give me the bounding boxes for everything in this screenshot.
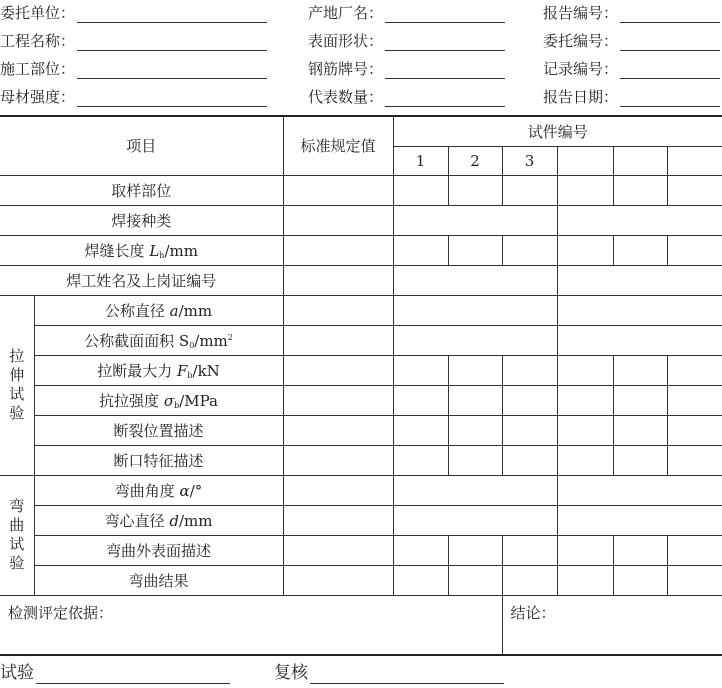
data-cell[interactable]: [448, 355, 502, 385]
bend-surface-label: 弯曲外表面描述: [34, 535, 283, 565]
bend-diameter-label: 弯心直径 d/mm: [34, 505, 283, 535]
data-cell[interactable]: [502, 535, 557, 565]
bend-angle-label: 弯曲角度 α/°: [34, 475, 283, 505]
tester-signature-field[interactable]: [0, 660, 230, 684]
data-cell[interactable]: [393, 205, 557, 235]
base-strength-field[interactable]: [0, 85, 267, 107]
surface-shape-line[interactable]: [385, 32, 505, 51]
table-row: [0, 235, 722, 265]
commission-number-label: 委托编号：: [543, 32, 619, 50]
reviewer-signature-line[interactable]: [310, 663, 504, 684]
col-standard-header: 标准规定值: [283, 116, 393, 175]
data-cell[interactable]: [667, 565, 722, 595]
table-row: [0, 355, 722, 385]
reviewer-label: 复核: [274, 663, 308, 683]
data-cell[interactable]: [448, 175, 502, 205]
commission-number-line[interactable]: [620, 32, 720, 51]
data-cell[interactable]: [502, 565, 557, 595]
specimen-number-5[interactable]: [613, 146, 667, 175]
table-row: [0, 325, 722, 355]
specimen-number-6[interactable]: [667, 146, 722, 175]
data-cell[interactable]: [393, 235, 448, 265]
data-cell[interactable]: [557, 235, 613, 265]
data-cell[interactable]: [502, 415, 557, 445]
table-row: [0, 505, 722, 535]
bend-test-group-label: 弯曲试验: [9, 497, 25, 572]
nominal-area-label: 公称截面面积 $S_0/mm^2$: [34, 325, 283, 355]
base-strength-line[interactable]: [77, 88, 267, 107]
col-item-header: 项目: [0, 116, 283, 175]
data-cell[interactable]: [502, 385, 557, 415]
data-cell[interactable]: [667, 235, 722, 265]
header-row-3: [0, 57, 722, 79]
data-cell[interactable]: [448, 385, 502, 415]
data-cell[interactable]: [557, 265, 722, 295]
data-cell[interactable]: [448, 415, 502, 445]
table-row: [0, 535, 722, 565]
report-date-label: 报告日期：: [543, 88, 619, 106]
standard-value-cell[interactable]: [283, 445, 393, 475]
data-cell[interactable]: [557, 475, 722, 505]
data-cell[interactable]: [448, 235, 502, 265]
project-name-label: 工程名称：: [0, 32, 76, 50]
specimen-number-1: 1: [393, 146, 448, 175]
surface-shape-label: 表面形状：: [308, 32, 384, 50]
data-cell[interactable]: [393, 445, 448, 475]
manufacturer-field[interactable]: [308, 1, 505, 23]
data-cell[interactable]: [667, 175, 722, 205]
data-cell[interactable]: [393, 415, 448, 445]
table-row: [0, 415, 722, 445]
quantity-label: 代表数量：: [308, 88, 384, 106]
specimen-number-4[interactable]: [557, 146, 613, 175]
data-cell[interactable]: [393, 175, 448, 205]
commission-number-field[interactable]: [543, 29, 720, 51]
table-head-row-1: [0, 116, 722, 146]
data-cell[interactable]: [613, 385, 667, 415]
header-row-1: [0, 1, 722, 23]
tester-label: 试验: [0, 663, 34, 683]
record-number-field[interactable]: [543, 57, 720, 79]
standard-value-cell[interactable]: [283, 565, 393, 595]
signature-row: [0, 660, 722, 684]
bend-result-label: 弯曲结果: [34, 565, 283, 595]
table-row: [0, 565, 722, 595]
fracture-feature-label: 断口特征描述: [34, 445, 283, 475]
conclusion-label: 结论：: [510, 603, 556, 622]
data-cell[interactable]: [613, 535, 667, 565]
table-row: [0, 295, 722, 325]
report-number-label: 报告编号：: [543, 4, 619, 22]
data-cell[interactable]: [393, 475, 557, 505]
data-cell[interactable]: [393, 385, 448, 415]
data-cell[interactable]: [448, 445, 502, 475]
evaluation-basis-cell[interactable]: [0, 595, 502, 655]
data-cell[interactable]: [557, 385, 613, 415]
surface-shape-field[interactable]: [308, 29, 505, 51]
data-cell[interactable]: [448, 535, 502, 565]
standard-value-cell[interactable]: [283, 235, 393, 265]
data-cell[interactable]: [613, 445, 667, 475]
specimen-number-3: 3: [502, 146, 557, 175]
steel-grade-line[interactable]: [385, 60, 505, 79]
report-number-field[interactable]: [543, 1, 720, 23]
table-row: [0, 475, 722, 505]
tester-signature-line[interactable]: [36, 663, 230, 684]
data-cell[interactable]: [557, 505, 722, 535]
data-cell[interactable]: [557, 445, 613, 475]
data-cell[interactable]: [613, 235, 667, 265]
tensile-test-group-label: 拉伸试验: [9, 347, 25, 422]
standard-value-cell[interactable]: [283, 175, 393, 205]
weld-length-label: 焊缝长度 $L_h/mm$: [0, 235, 283, 265]
report-date-line[interactable]: [620, 88, 720, 107]
weld-type-label: 焊接种类: [0, 205, 283, 235]
data-cell[interactable]: [502, 445, 557, 475]
steel-grade-label: 钢筋牌号：: [308, 60, 384, 78]
standard-value-cell[interactable]: [283, 385, 393, 415]
conclusion-cell[interactable]: [502, 595, 722, 655]
data-cell[interactable]: [557, 355, 613, 385]
construction-site-line[interactable]: [77, 60, 267, 79]
standard-value-cell[interactable]: [283, 325, 393, 355]
nominal-diameter-label: 公称直径 a/mm: [34, 295, 283, 325]
data-cell[interactable]: [393, 265, 557, 295]
record-number-line[interactable]: [620, 60, 720, 79]
data-cell[interactable]: [393, 355, 448, 385]
construction-site-field[interactable]: [0, 57, 267, 79]
table-row: [0, 445, 722, 475]
tensile-strength-label: 抗拉强度 $\sigma_b$/MPa: [34, 385, 283, 415]
standard-value-cell[interactable]: [283, 355, 393, 385]
data-cell[interactable]: [613, 175, 667, 205]
data-cell[interactable]: [557, 415, 613, 445]
data-cell[interactable]: [557, 565, 613, 595]
data-cell[interactable]: [502, 235, 557, 265]
standard-value-cell[interactable]: [283, 205, 393, 235]
data-cell[interactable]: [557, 295, 722, 325]
standard-value-cell[interactable]: [283, 475, 393, 505]
project-name-line[interactable]: [77, 32, 267, 51]
record-number-label: 记录编号：: [543, 60, 619, 78]
header-row-2: [0, 29, 722, 51]
data-cell[interactable]: [613, 355, 667, 385]
manufacturer-line[interactable]: [385, 4, 505, 23]
data-cell[interactable]: [613, 565, 667, 595]
data-cell[interactable]: [667, 445, 722, 475]
data-cell[interactable]: [667, 385, 722, 415]
manufacturer-label: 产地厂名：: [308, 4, 384, 22]
tensile-test-group: [0, 295, 34, 475]
standard-value-cell[interactable]: [283, 265, 393, 295]
data-cell[interactable]: [448, 565, 502, 595]
data-cell[interactable]: [667, 535, 722, 565]
standard-value-cell[interactable]: [283, 535, 393, 565]
report-number-line[interactable]: [620, 4, 720, 23]
data-cell[interactable]: [393, 295, 557, 325]
header-row-4: [0, 85, 722, 107]
col-specimen-header: 试件编号: [393, 116, 722, 146]
quantity-field[interactable]: [308, 85, 505, 107]
client-unit-line[interactable]: [77, 4, 267, 23]
standard-value-cell[interactable]: [283, 415, 393, 445]
table-row: [0, 205, 722, 235]
data-cell[interactable]: [502, 355, 557, 385]
table-row: [0, 385, 722, 415]
table-row: [0, 265, 722, 295]
fracture-location-label: 断裂位置描述: [34, 415, 283, 445]
test-record-table: [0, 115, 722, 656]
client-unit-label: 委托单位：: [0, 4, 76, 22]
bend-test-group: [0, 475, 34, 595]
table-footer-row: [0, 595, 722, 655]
report-date-field[interactable]: [543, 85, 720, 107]
specimen-number-2: 2: [448, 146, 502, 175]
quantity-line[interactable]: [385, 88, 505, 107]
client-unit-field[interactable]: [0, 1, 267, 23]
reviewer-signature-field[interactable]: [274, 660, 504, 684]
standard-value-cell[interactable]: [283, 505, 393, 535]
data-cell[interactable]: [557, 175, 613, 205]
welder-info-label: 焊工姓名及上岗证编号: [0, 265, 283, 295]
table-row: [0, 175, 722, 205]
data-cell[interactable]: [667, 355, 722, 385]
data-cell[interactable]: [393, 535, 448, 565]
evaluation-basis-label: 检测评定依据：: [8, 603, 114, 622]
sampling-location-label: 取样部位: [0, 175, 283, 205]
construction-site-label: 施工部位：: [0, 60, 76, 78]
data-cell[interactable]: [557, 205, 722, 235]
data-cell[interactable]: [393, 565, 448, 595]
data-cell[interactable]: [393, 325, 557, 355]
steel-grade-field[interactable]: [308, 57, 505, 79]
standard-value-cell[interactable]: [283, 295, 393, 325]
data-cell[interactable]: [502, 175, 557, 205]
data-cell[interactable]: [557, 535, 613, 565]
data-cell[interactable]: [393, 505, 557, 535]
data-cell[interactable]: [667, 415, 722, 445]
data-cell[interactable]: [613, 415, 667, 445]
project-name-field[interactable]: [0, 29, 267, 51]
max-force-label: 拉断最大力 $F_b/kN$: [34, 355, 283, 385]
base-strength-label: 母材强度：: [0, 88, 76, 106]
data-cell[interactable]: [557, 325, 722, 355]
